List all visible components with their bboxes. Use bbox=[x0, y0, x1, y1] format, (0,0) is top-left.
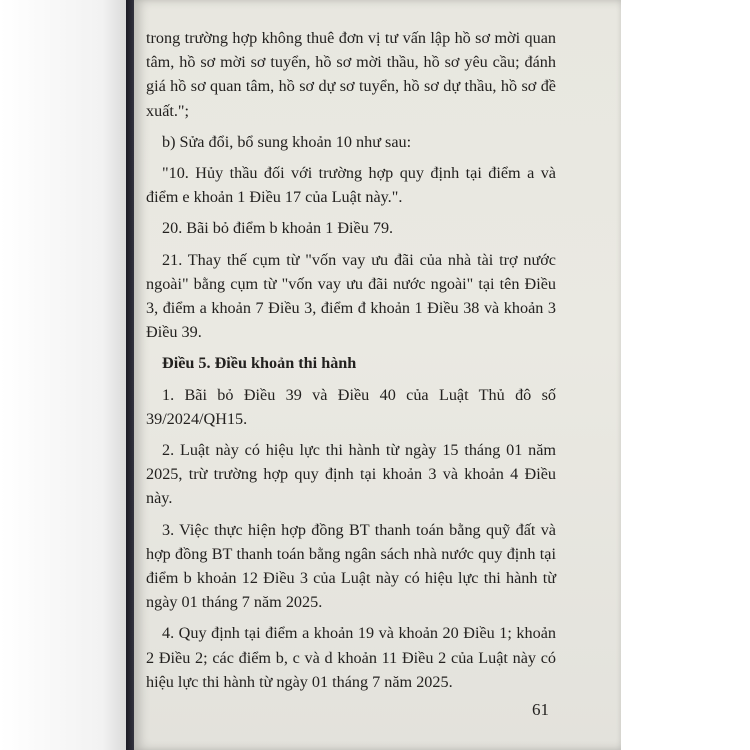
paragraph-article5-4: 4. Quy định tại điểm a khoản 19 và khoản 20 Điều 1; khoản 2 Điều 2; các điểm b, c và d khoản 11 Điều 2 của Luật này có hiệu lực thi hành từ ngày 01 tháng 7 năm 2025. bbox=[146, 624, 556, 691]
right-background bbox=[621, 0, 750, 750]
paragraph-article5-2: 2. Luật này có hiệu lực thi hành từ ngày 15 tháng 01 năm 2025, trừ trường hợp quy định tại khoản 3 và khoản 4 Điều này. bbox=[146, 441, 556, 508]
paragraph-item-20: 20. Bãi bỏ điểm b khoản 1 Điều 79. bbox=[162, 219, 394, 238]
paragraph-article5-1: 1. Bãi bỏ Điều 39 và Điều 40 của Luật Thủ đô số 39/2024/QH15. bbox=[146, 385, 556, 428]
article-heading: Điều 5. Điều khoản thi hành bbox=[162, 354, 357, 373]
paragraph-clause-10: "10. Hủy thầu đối với trường hợp quy định tại điểm a và điểm e khoản 1 Điều 17 của Luật này.". bbox=[146, 164, 556, 207]
paragraph-clause-b: b) Sửa đổi, bổ sung khoản 10 như sau: bbox=[162, 132, 412, 151]
left-background bbox=[0, 0, 128, 750]
page-text bbox=[146, 26, 556, 701]
page-number: 61 bbox=[532, 700, 549, 719]
paragraph-item-21: 21. Thay thế cụm từ "vốn vay ưu đãi của nhà tài trợ nước ngoài" bằng cụm từ "vốn vay ưu đãi nước ngoài" tại tên Điều 3, điểm a khoản 7 Điều 3, điểm đ khoản 1 Điều 38 và khoản 3 Điều 39. bbox=[146, 250, 556, 342]
paragraph-article5-3: 3. Việc thực hiện hợp đồng BT thanh toán bằng quỹ đất và hợp đồng BT thanh toán bằng ngân sách nhà nước quy định tại điểm b khoản 12 Điều 3 của Luật này có hiệu lực thi hành từ ngày 01 tháng 7 năm 2025. bbox=[146, 520, 556, 612]
paragraph-continuation: trong trường hợp không thuê đơn vị tư vấn lập hồ sơ mời quan tâm, hồ sơ mời sơ tuyển, hồ sơ mời thầu, hồ sơ yêu cầu; đánh giá hồ sơ quan tâm, hồ sơ dự sơ tuyển, hồ sơ dự thầu, hồ sơ đề xuất."; bbox=[146, 29, 556, 120]
